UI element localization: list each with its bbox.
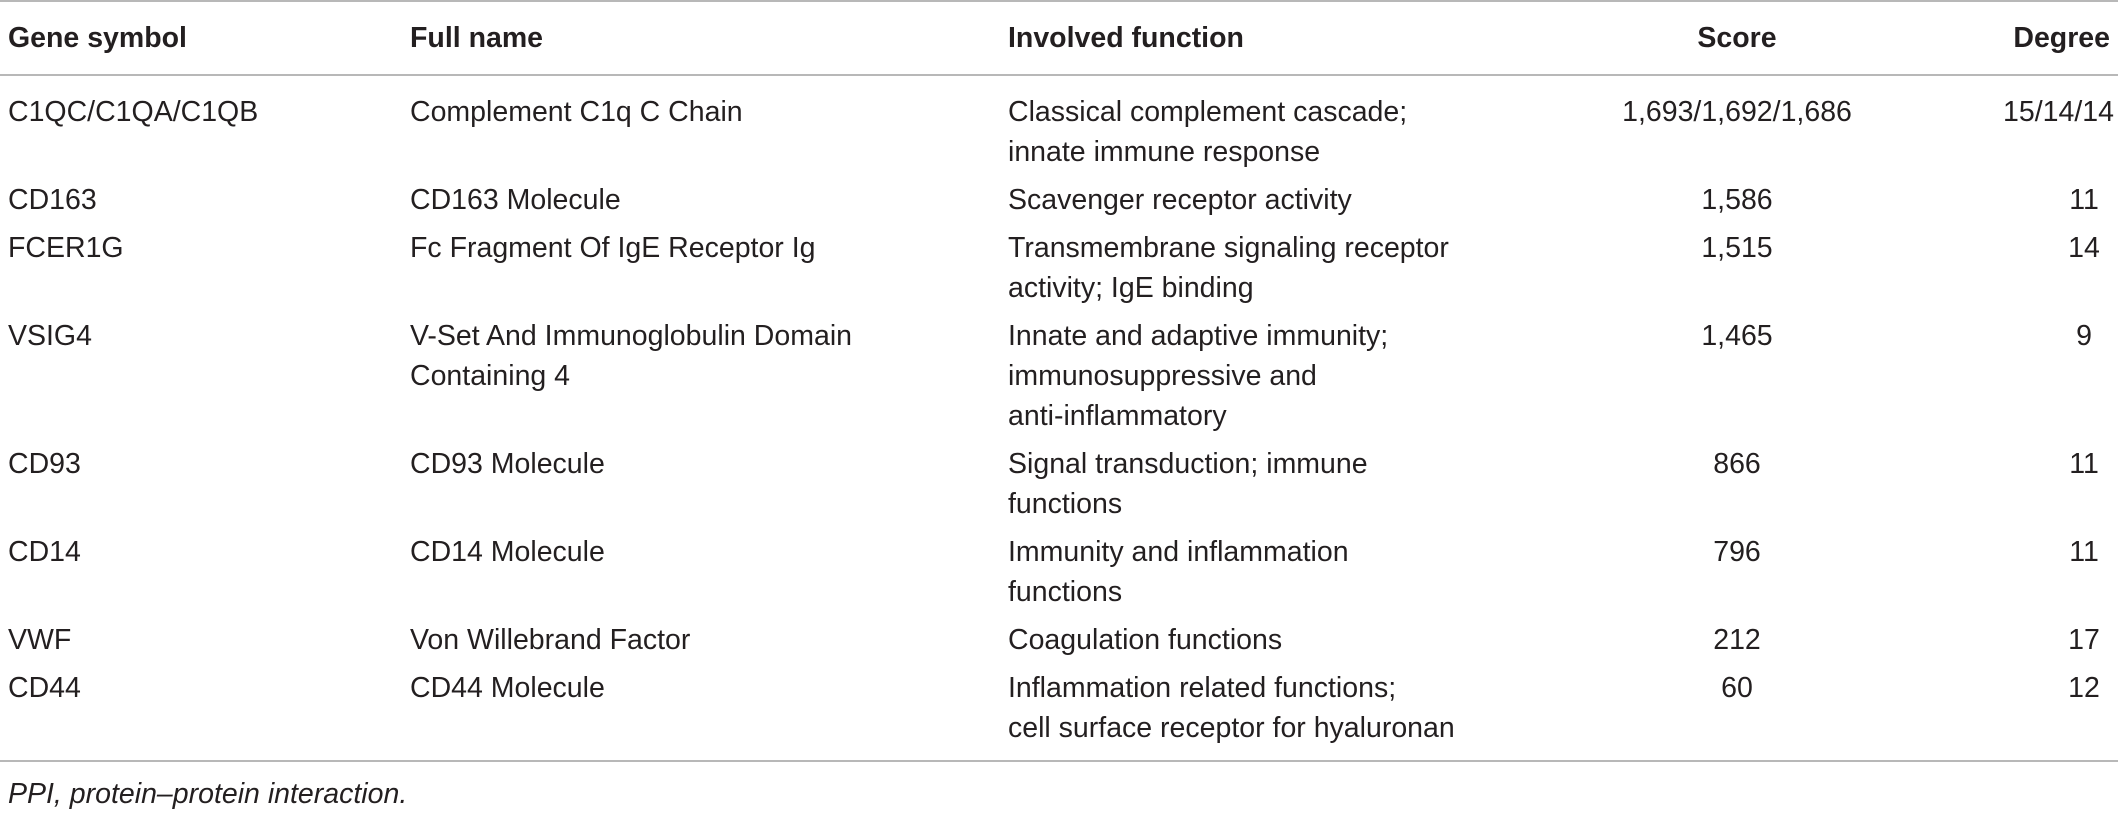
degree-value: 11 — [2069, 184, 2099, 216]
cell-gene-symbol: VSIG4 — [8, 320, 92, 352]
cell-gene-symbol: CD163 — [8, 184, 97, 216]
cell-score: 1,693/1,692/1,686 — [1622, 96, 1852, 128]
cell-full-name — [410, 180, 1008, 228]
cell-full-name — [410, 532, 1008, 620]
cell-gene-symbol: FCER1G — [8, 232, 124, 264]
cell-full-name — [410, 668, 1008, 761]
full-name-line: Fc Fragment Of IgE Receptor Ig — [410, 232, 816, 264]
function-line: Scavenger receptor activity — [1008, 184, 1352, 216]
cell-score: 60 — [1721, 672, 1753, 704]
cell-degree — [1938, 620, 2118, 668]
cell-full-name — [410, 444, 1008, 532]
cell-involved-function — [1008, 228, 1536, 316]
table-footer — [0, 761, 2118, 814]
cell-full-name — [410, 620, 1008, 668]
header-degree: Degree — [2013, 22, 2110, 54]
full-name-line: CD44 Molecule — [410, 672, 605, 704]
full-name-line: CD163 Molecule — [410, 184, 621, 216]
function-line: Innate and adaptive immunity; — [1008, 320, 1389, 352]
table-row — [0, 620, 2118, 668]
function-line: Immunity and inflammation — [1008, 536, 1349, 568]
degree-value: 12 — [2068, 672, 2100, 704]
cell-full-name — [410, 75, 1008, 180]
table-row — [0, 444, 2118, 532]
cell-degree — [1938, 316, 2118, 444]
full-name-line: Von Willebrand Factor — [410, 624, 691, 656]
function-line: innate immune response — [1008, 136, 1321, 168]
function-line: Transmembrane signaling receptor — [1008, 232, 1449, 264]
header-gene-symbol: Gene symbol — [8, 22, 187, 54]
function-line: anti-inflammatory — [1008, 400, 1227, 432]
cell-involved-function — [1008, 668, 1536, 761]
function-line: functions — [1008, 488, 1123, 520]
cell-involved-function — [1008, 532, 1536, 620]
cell-involved-function — [1008, 620, 1536, 668]
function-line: activity; IgE binding — [1008, 272, 1254, 304]
table-header — [0, 1, 2118, 75]
full-name-line: V-Set And Immunoglobulin Domain — [410, 320, 853, 352]
cell-degree — [1938, 444, 2118, 532]
degree-value: 17 — [2068, 624, 2100, 656]
function-line: Signal transduction; immune — [1008, 448, 1368, 480]
cell-score: 1,465 — [1701, 320, 1773, 352]
degree-value: 9 — [2076, 320, 2092, 352]
function-line: immunosuppressive and — [1008, 360, 1317, 392]
table-row — [0, 668, 2118, 761]
cell-gene-symbol: CD14 — [8, 536, 81, 568]
cell-score: 866 — [1713, 448, 1761, 480]
table-row — [0, 532, 2118, 620]
cell-score: 212 — [1713, 624, 1761, 656]
cell-involved-function — [1008, 444, 1536, 532]
cell-degree — [1938, 180, 2118, 228]
table-row — [0, 75, 2118, 180]
header-full-name: Full name — [410, 22, 544, 54]
full-name-line: Containing 4 — [410, 360, 571, 392]
cell-full-name — [410, 316, 1008, 444]
cell-gene-symbol: CD44 — [8, 672, 81, 704]
cell-score: 796 — [1713, 536, 1761, 568]
function-line: cell surface receptor for hyaluronan — [1008, 712, 1455, 744]
full-name-line: CD14 Molecule — [410, 536, 605, 568]
degree-value: 11 — [2069, 448, 2099, 480]
function-line: Inflammation related functions; — [1008, 672, 1397, 704]
table-footnote: PPI, protein–protein interaction. — [0, 761, 2118, 814]
header-score: Score — [1697, 22, 1777, 54]
header-involved-function: Involved function — [1008, 22, 1244, 54]
cell-degree — [1938, 75, 2118, 180]
cell-degree — [1938, 532, 2118, 620]
full-name-line: CD93 Molecule — [410, 448, 605, 480]
cell-degree — [1938, 228, 2118, 316]
degree-value: 14 — [2068, 232, 2100, 264]
full-name-line: Complement C1q C Chain — [410, 96, 743, 128]
table-body — [0, 75, 2118, 761]
cell-involved-function — [1008, 316, 1536, 444]
cell-involved-function — [1008, 180, 1536, 228]
header-row — [0, 1, 2118, 75]
degree-value: 15/14/14 — [2003, 96, 2114, 128]
cell-gene-symbol: CD93 — [8, 448, 81, 480]
cell-degree — [1938, 668, 2118, 761]
cell-score: 1,515 — [1701, 232, 1773, 264]
cell-score: 1,586 — [1701, 184, 1773, 216]
footnote-row — [0, 761, 2118, 814]
function-line: functions — [1008, 576, 1123, 608]
cell-gene-symbol: C1QC/C1QA/C1QB — [8, 96, 259, 128]
cell-full-name — [410, 228, 1008, 316]
cell-involved-function — [1008, 75, 1536, 180]
table-row — [0, 316, 2118, 444]
table-row — [0, 228, 2118, 316]
table-row — [0, 180, 2118, 228]
cell-gene-symbol: VWF — [8, 624, 72, 656]
function-line: Classical complement cascade; — [1008, 96, 1408, 128]
degree-value: 11 — [2069, 536, 2099, 568]
function-line: Coagulation functions — [1008, 624, 1283, 656]
